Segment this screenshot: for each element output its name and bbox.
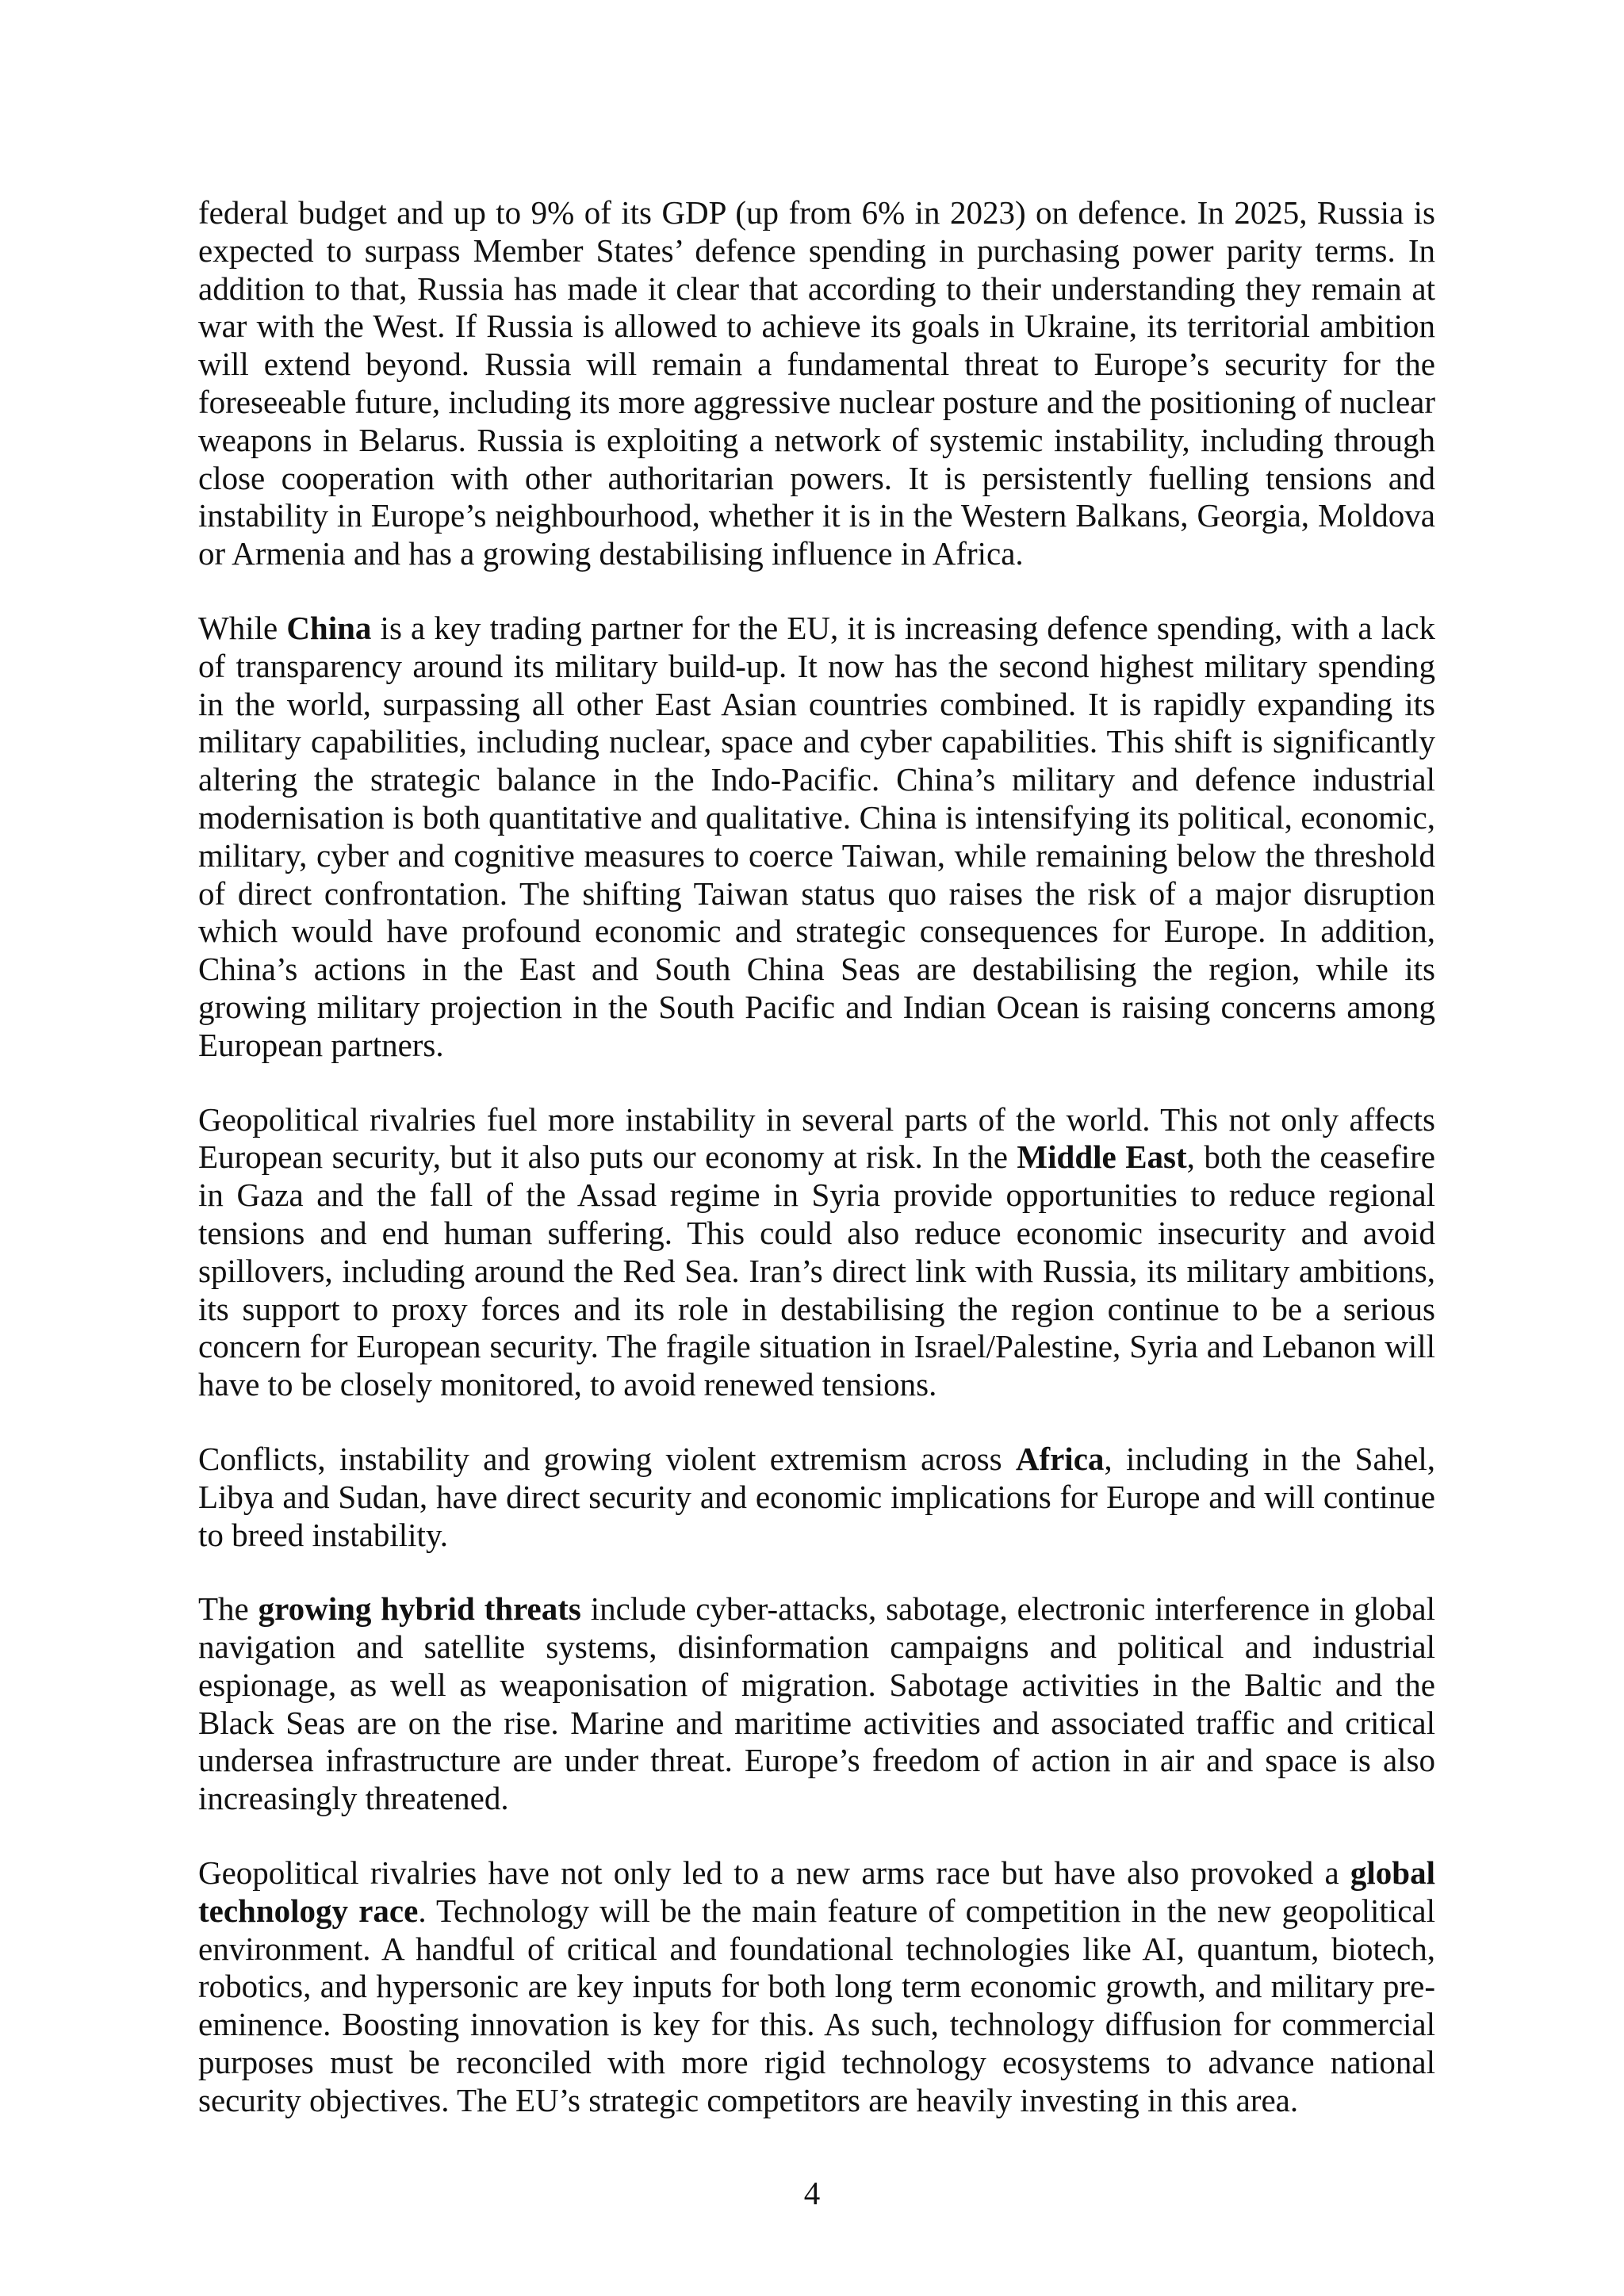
paragraph-china [198, 610, 1435, 1065]
text-segment: Conflicts, instability and growing violent extremism across [198, 1440, 1016, 1477]
text-segment: The [198, 1590, 259, 1628]
document-body [198, 194, 1435, 2156]
text-segment: federal budget and up to 9% of its GDP (up from 6% in 2023) on defence. In 2025, Russia is expected to surpass Member States’ defence spending in purchasing power parity terms. In addition to that, Russia has made it clear that according to their understanding they remain at war with the West. If Russia is allowed to achieve its goals in Ukraine, its territorial ambition will extend beyond. Russia will remain a fundamental threat to Europe’s security for the foreseeable future, including its more aggressive nuclear posture and the positioning of nuclear weapons in Belarus. Russia is exploiting a network of systemic instability, including through close cooperation with other authoritarian powers. It is persistently fuelling tensions and instability in Europe’s neighbourhood, whether it is in the Western Balkans, Georgia, Moldova or Armenia and has a growing destabilising influence in Africa. [198, 194, 1435, 572]
text-segment: Geopolitical rivalries have not only led to a new arms race but have also provoked a [198, 1854, 1350, 1892]
paragraph-hybrid-threats [198, 1590, 1435, 1818]
bold-term-middle-east: Middle East [1017, 1138, 1187, 1176]
bold-term-hybrid-threats: growing hybrid threats [258, 1590, 581, 1628]
text-segment: include cyber-attacks, sabotage, electronic interference in global navigation and satellite systems, disinformation campaigns and political and industrial espionage, as well as weaponisation of migration. Sabotage activities in the Baltic and the Black Seas are on the rise. Marine and maritime activities and associated traffic and critical undersea infrastructure are under threat. Europe’s freedom of action in air and space is also increasingly threatened. [198, 1590, 1435, 1817]
text-segment: Geopolitical rivalries fuel more instability in several parts of the world. This not only affects European security, but it also puts our economy at risk. In the [198, 1100, 1435, 1176]
bold-term-china: China [286, 609, 372, 646]
paragraph-africa [198, 1441, 1435, 1554]
paragraph-russia [198, 194, 1435, 573]
paragraph-middle-east [198, 1101, 1435, 1404]
bold-term-technology-race: global technology race [198, 1854, 1435, 1929]
text-segment: , both the ceasefire in Gaza and the fall of the Assad regime in Syria provide opportunities to reduce regional tensions and end human suffering. This could also reduce economic insecurity and avoid spillovers, including around the Red Sea. Iran’s direct link with Russia, its military ambitions, its support to proxy forces and its role in destabilising the region continue to be a serious concern for European security. The fragile situation in Israel/Palestine, Syria and Lebanon will have to be closely monitored, to avoid renewed tensions. [198, 1138, 1435, 1403]
text-segment: . Technology will be the main feature of competition in the new geopolitical environment. A handful of critical and foundational technologies like AI, quantum, biotech, robotics, and hypersonic are key inputs for both long term economic growth, and military pre-eminence. Boosting innovation is key for this. As such, technology diffusion for commercial purposes must be reconciled with more rigid technology ecosystems to advance national security objectives. The EU’s strategic competitors are heavily investing in this area. [198, 1892, 1435, 2118]
page-number: 4 [803, 2175, 821, 2211]
text-segment: , including in the Sahel, Libya and Sudan, have direct security and economic implications for Europe and will continue to breed instability. [198, 1440, 1435, 1553]
bold-term-africa: Africa [1015, 1440, 1105, 1477]
text-segment: is a key trading partner for the EU, it is increasing defence spending, with a lack of transparency around its military build-up. It now has the second highest military spending in the world, surpassing all other East Asian countries combined. It is rapidly expanding its military capabilities, including nuclear, space and cyber capabilities. This shift is significantly altering the strategic balance in the Indo-Pacific. China’s military and defence industrial modernisation is both quantitative and qualitative. China is intensifying its political, economic, military, cyber and cognitive measures to coerce Taiwan, while remaining below the threshold of direct confrontation. The shifting Taiwan status quo raises the risk of a major disruption which would have profound economic and strategic consequences for Europe. In addition, China’s actions in the East and South China Seas are destabilising the region, while its growing military projection in the South Pacific and Indian Ocean is raising concerns among European partners. [198, 609, 1435, 1063]
text-segment: While [198, 609, 287, 646]
paragraph-technology-race [198, 1854, 1435, 2120]
